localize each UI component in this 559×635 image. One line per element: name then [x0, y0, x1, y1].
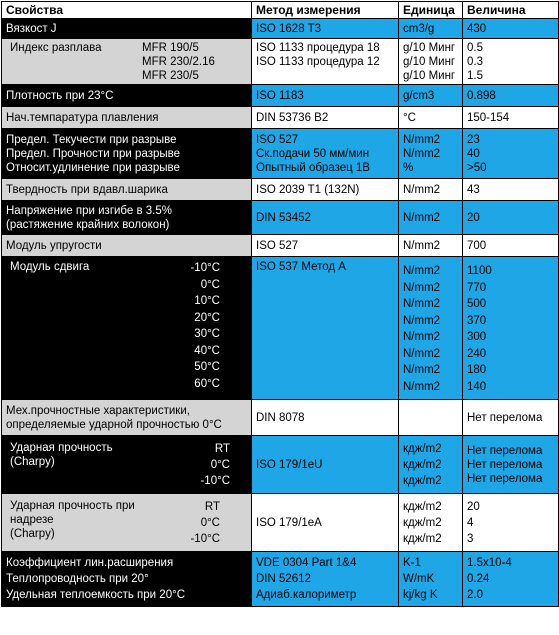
method-cell: ISO 1183: [252, 85, 399, 107]
table-row: [2, 85, 559, 107]
unit-line: g/10 Минг: [403, 41, 456, 54]
property-line: Мех.прочностные характеристики,: [6, 404, 190, 417]
table-row: [2, 235, 559, 257]
unit-cell: N/mm2: [399, 235, 463, 257]
value-cell: [463, 39, 559, 85]
temperature-label: 0°C: [200, 516, 220, 529]
temperature-label: RT: [214, 442, 230, 455]
method-cell: ISO 1628 T3: [252, 19, 399, 39]
temperature-label: -10°C: [200, 474, 230, 487]
header-property: Свойства: [2, 2, 252, 19]
method-line: Адиаб.калориметр: [256, 589, 357, 601]
header-row: [2, 2, 559, 19]
property-line: (Charpy): [10, 527, 55, 540]
method-line: ISO 527: [256, 133, 299, 146]
method-line: VDE 0304 Part 1&4: [256, 557, 357, 569]
property-label: Индекс разплава: [10, 41, 102, 54]
unit-cell: N/mm2: [399, 179, 463, 201]
unit-line: K-1: [403, 557, 421, 569]
property-line: Ударная прочность при: [10, 499, 135, 512]
property-line: (Charpy): [10, 455, 55, 468]
property-line: (растяжение крайних волокон): [6, 218, 170, 231]
value-line: 20: [467, 500, 480, 513]
table-row: [2, 107, 559, 129]
property-cell: [2, 39, 252, 85]
value-line: 1100: [467, 265, 492, 277]
table-row: [2, 39, 559, 85]
temperature-label: 0°C: [210, 458, 230, 471]
header-method: Метод измерения: [252, 2, 399, 19]
unit-cell: g/cm3: [399, 85, 463, 107]
property-cell: [2, 201, 252, 235]
value-cell: 0.898: [463, 85, 559, 107]
property-line: надрезе: [10, 513, 54, 526]
header-value: Величина: [463, 2, 559, 19]
property-cell: Модуль упругости: [2, 235, 252, 257]
temperature-label: 50°C: [194, 361, 220, 373]
value-cell: 43: [463, 179, 559, 201]
sub-label: MFR 230/2.16: [142, 55, 215, 68]
value-line: 23: [467, 133, 480, 146]
value-cell: [463, 494, 559, 552]
value-line: 1.5: [467, 69, 483, 82]
method-cell: ISO 537 Метод А: [252, 257, 399, 400]
unit-line: кдж/m2: [403, 442, 442, 455]
property-cell: [2, 436, 252, 494]
unit-line: W/mK: [403, 573, 435, 585]
temperature-label: 0°C: [200, 278, 220, 291]
property-cell: Нач.темпаратура плавления: [2, 107, 252, 129]
unit-line: N/mm2: [403, 364, 441, 376]
property-cell: [2, 552, 252, 607]
unit-line: %: [403, 161, 414, 174]
unit-line: N/mm2: [403, 347, 441, 360]
value-line: 240: [467, 347, 487, 360]
unit-cell: cm3/g: [399, 19, 463, 39]
method-cell: ISO 527: [252, 235, 399, 257]
table-row: [2, 552, 559, 607]
property-cell: [2, 129, 252, 179]
value-line: 140: [467, 380, 487, 393]
unit-line: N/mm2: [403, 265, 441, 277]
value-cell: [463, 436, 559, 494]
value-line: Нет перелома: [467, 444, 543, 457]
method-cell: DIN 53736 B2: [252, 107, 399, 129]
value-cell: [463, 257, 559, 400]
method-cell: [252, 39, 399, 85]
method-line: DIN 52612: [256, 573, 311, 585]
table-row: [2, 201, 559, 235]
table-row: [2, 436, 559, 494]
table-row: [2, 400, 559, 436]
table-row: [2, 179, 559, 201]
value-line: 370: [467, 314, 487, 327]
value-cell: Нет перелома: [463, 400, 559, 436]
value-line: Нет перелома: [467, 458, 543, 471]
table-row: [2, 257, 559, 400]
temperature-label: 20°C: [194, 311, 220, 324]
properties-table: [1, 1, 559, 607]
temperature-label: 10°C: [194, 295, 220, 307]
method-cell: DIN 53452: [252, 201, 399, 235]
table-row: [2, 129, 559, 179]
method-cell: ISO 2039 T1 (132N): [252, 179, 399, 201]
unit-line: кдж/m2: [403, 516, 442, 529]
unit-line: N/mm2: [403, 133, 441, 146]
unit-line: kj/kg K: [403, 589, 438, 601]
value-cell: 150-154: [463, 107, 559, 129]
value-line: 4: [467, 516, 474, 529]
method-cell: DIN 8078: [252, 400, 399, 436]
property-cell: Вязкост J: [2, 19, 252, 39]
unit-line: N/mm2: [403, 314, 441, 327]
unit-line: кдж/m2: [403, 532, 442, 545]
property-line: Предел. Текучести при разрыве: [6, 133, 177, 146]
header-unit: Единица: [399, 2, 463, 19]
unit-line: g/10 Минг: [403, 69, 456, 82]
value-line: >50: [467, 161, 487, 174]
property-line: Коэффициент лин.расширения: [6, 557, 174, 569]
value-cell: 20: [463, 201, 559, 235]
property-line: Ударная прочность: [10, 441, 113, 454]
unit-line: N/mm2: [403, 331, 441, 343]
temperature-label: 30°C: [194, 328, 220, 340]
value-line: Нет перелома: [467, 472, 543, 485]
unit-line: g/10 Минг: [403, 55, 456, 68]
property-cell: Твердность при вдавл.шарика: [2, 179, 252, 201]
method-line: Опытный образец 1В: [256, 161, 370, 174]
value-line: 40: [467, 147, 480, 160]
value-line: 0.3: [467, 55, 483, 68]
value-cell: 430: [463, 19, 559, 39]
value-cell: [463, 129, 559, 179]
value-cell: 700: [463, 235, 559, 257]
temperature-label: -10°C: [190, 262, 220, 274]
sub-label: MFR 190/5: [142, 41, 199, 54]
value-line: 3: [467, 532, 474, 545]
property-line: Предел. Прочности при разрыве: [6, 147, 181, 160]
method-line: ISO 1133 процедура 12: [256, 55, 380, 68]
unit-cell: [399, 400, 463, 436]
method-cell: [252, 552, 399, 607]
table-row: [2, 494, 559, 552]
value-line: 0.5: [467, 41, 483, 54]
property-cell: [2, 257, 252, 400]
value-line: 180: [467, 364, 487, 376]
property-line: Теплопроводность при 20°: [6, 573, 149, 585]
property-line: Относит.удлинение при разрыве: [6, 161, 180, 174]
unit-cell: °C: [399, 107, 463, 129]
property-cell: [2, 494, 252, 552]
method-cell: ISO 179/1eU: [252, 436, 399, 494]
method-cell: [252, 129, 399, 179]
unit-cell: [399, 39, 463, 85]
value-line: 0.24: [467, 573, 490, 585]
unit-cell: [399, 494, 463, 552]
value-line: 2.0: [467, 589, 483, 601]
value-line: 770: [467, 281, 487, 294]
property-line: Удельная теплоемкость при 20°C: [6, 589, 185, 601]
temperature-label: RT: [204, 500, 220, 513]
value-line: 300: [467, 331, 487, 343]
temperature-label: 40°C: [194, 344, 220, 357]
unit-cell: [399, 257, 463, 400]
unit-cell: [399, 436, 463, 494]
table-row: [2, 19, 559, 39]
unit-line: N/mm2: [403, 281, 441, 294]
temperature-label: -10°C: [190, 532, 220, 545]
property-label: Модуль сдвига: [10, 261, 90, 273]
value-line: 500: [467, 298, 487, 310]
temperature-label: 60°C: [194, 377, 220, 390]
property-cell: [2, 400, 252, 436]
unit-line: N/mm2: [403, 380, 441, 393]
unit-line: N/mm2: [403, 298, 441, 310]
property-line: Напряжение при изгибе в 3.5%: [6, 204, 172, 217]
value-line: 1.5x10-4: [467, 557, 512, 569]
unit-line: кдж/m2: [403, 458, 442, 471]
unit-line: кдж/m2: [403, 500, 442, 513]
method-cell: ISO 179/1eA: [252, 494, 399, 552]
method-line: Ск.подачи 50 мм/мин: [256, 147, 370, 160]
property-cell: Плотность при 23°C: [2, 85, 252, 107]
unit-cell: [399, 552, 463, 607]
method-line: ISO 1133 процедура 18: [256, 41, 380, 54]
unit-line: N/mm2: [403, 147, 441, 160]
unit-cell: [399, 129, 463, 179]
unit-cell: N/mm2: [399, 201, 463, 235]
value-cell: [463, 552, 559, 607]
sub-label: MFR 230/5: [142, 69, 199, 82]
unit-line: кдж/m2: [403, 474, 442, 487]
property-line: определяемые ударной прочностью 0°C: [6, 418, 222, 431]
